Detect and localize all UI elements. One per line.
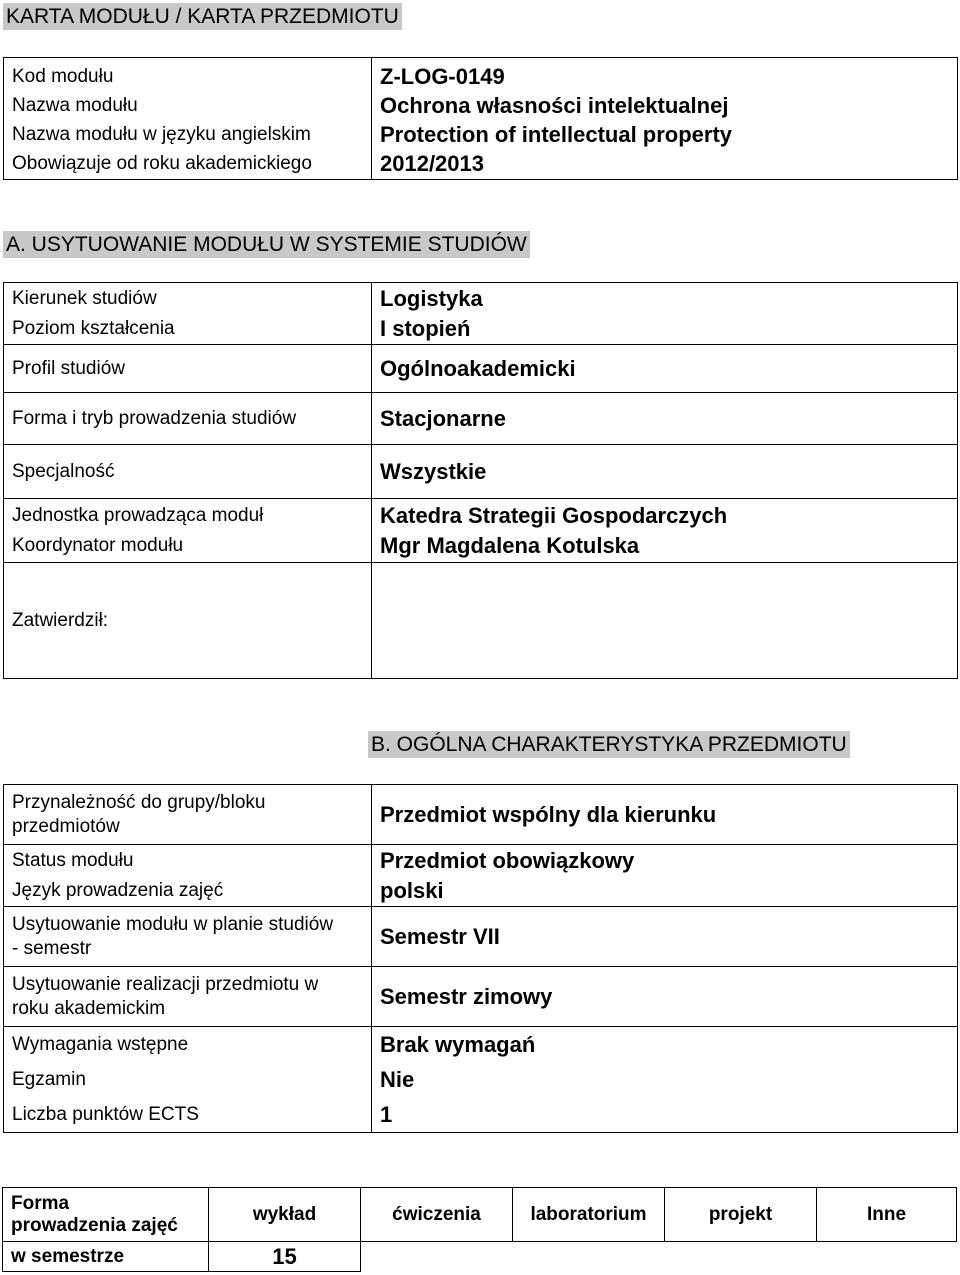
field-value: Semestr zimowy	[372, 967, 958, 1027]
field-label: Kierunek studiów Poziom kształcenia	[4, 283, 372, 345]
field-label: Status modułu Język prowadzenia zajęć	[4, 845, 372, 907]
column-header: wykład	[209, 1188, 361, 1242]
field-label: Usytuowanie realizacji przedmiotu w roku akademickim	[4, 967, 372, 1027]
field-value: Wszystkie	[372, 445, 958, 499]
field-value: Semestr VII	[372, 907, 958, 967]
module-name: Ochrona własności intelektualnej	[380, 93, 729, 118]
approved-by-label: Zatwierdził:	[4, 563, 372, 679]
forms-corner-cell: Forma prowadzenia zajęć	[3, 1188, 209, 1242]
field-label: Forma i tryb prowadzenia studiów	[4, 393, 372, 445]
field-value: Brak wymagań Nie 1	[372, 1027, 958, 1133]
header-label: Nazwa modułu	[12, 95, 138, 116]
table-cell	[361, 1242, 513, 1272]
field-label: Wymagania wstępne Egzamin Liczba punktów ECTS	[4, 1027, 372, 1133]
field-label: Jednostka prowadząca moduł Koordynator modułu	[4, 499, 372, 563]
module-header-table	[3, 57, 958, 180]
academic-year: 2012/2013	[380, 151, 484, 176]
header-values-cell	[372, 58, 958, 180]
approved-by-value	[372, 563, 958, 679]
header-label: Nazwa modułu w języku angielskim	[12, 124, 311, 145]
header-labels-cell	[4, 58, 372, 180]
section-a-table	[3, 282, 958, 679]
field-label: Przynależność do grupy/bloku przedmiotów	[4, 785, 372, 845]
table-cell: 15	[209, 1242, 361, 1272]
column-header: ćwiczenia	[361, 1188, 513, 1242]
table-cell	[817, 1242, 957, 1272]
field-label: Usytuowanie modułu w planie studiów - semestr	[4, 907, 372, 967]
table-cell	[513, 1242, 665, 1272]
header-label: Obowiązuje od roku akademickiego	[12, 153, 312, 174]
field-value: Stacjonarne	[372, 393, 958, 445]
field-label: Specjalność	[4, 445, 372, 499]
field-value: Przedmiot obowiązkowy polski	[372, 845, 958, 907]
section-b-title: B. OGÓLNA CHARAKTERYSTYKA PRZEDMIOTU	[368, 731, 850, 758]
header-label: Kod modułu	[12, 66, 114, 87]
module-code: Z-LOG-0149	[380, 64, 505, 89]
module-name-english: Protection of intellectual property	[380, 122, 733, 147]
page-title: KARTA MODUŁU / KARTA PRZEDMIOTU	[3, 3, 402, 30]
field-label: Profil studiów	[4, 345, 372, 393]
section-a-title: A. USYTUOWANIE MODUŁU W SYSTEMIE STUDIÓW	[3, 231, 530, 258]
column-header: projekt	[665, 1188, 817, 1242]
column-header: laboratorium	[513, 1188, 665, 1242]
field-value: Ogólnoakademicki	[372, 345, 958, 393]
field-value: Katedra Strategii Gospodarczych Mgr Magdalena Kotulska	[372, 499, 958, 563]
row-label: w semestrze	[3, 1242, 209, 1272]
column-header: Inne	[817, 1188, 957, 1242]
class-forms-table	[2, 1187, 957, 1272]
section-b-table	[3, 784, 958, 1133]
field-value: Logistyka I stopień	[372, 283, 958, 345]
field-value: Przedmiot wspólny dla kierunku	[372, 785, 958, 845]
table-cell	[665, 1242, 817, 1272]
